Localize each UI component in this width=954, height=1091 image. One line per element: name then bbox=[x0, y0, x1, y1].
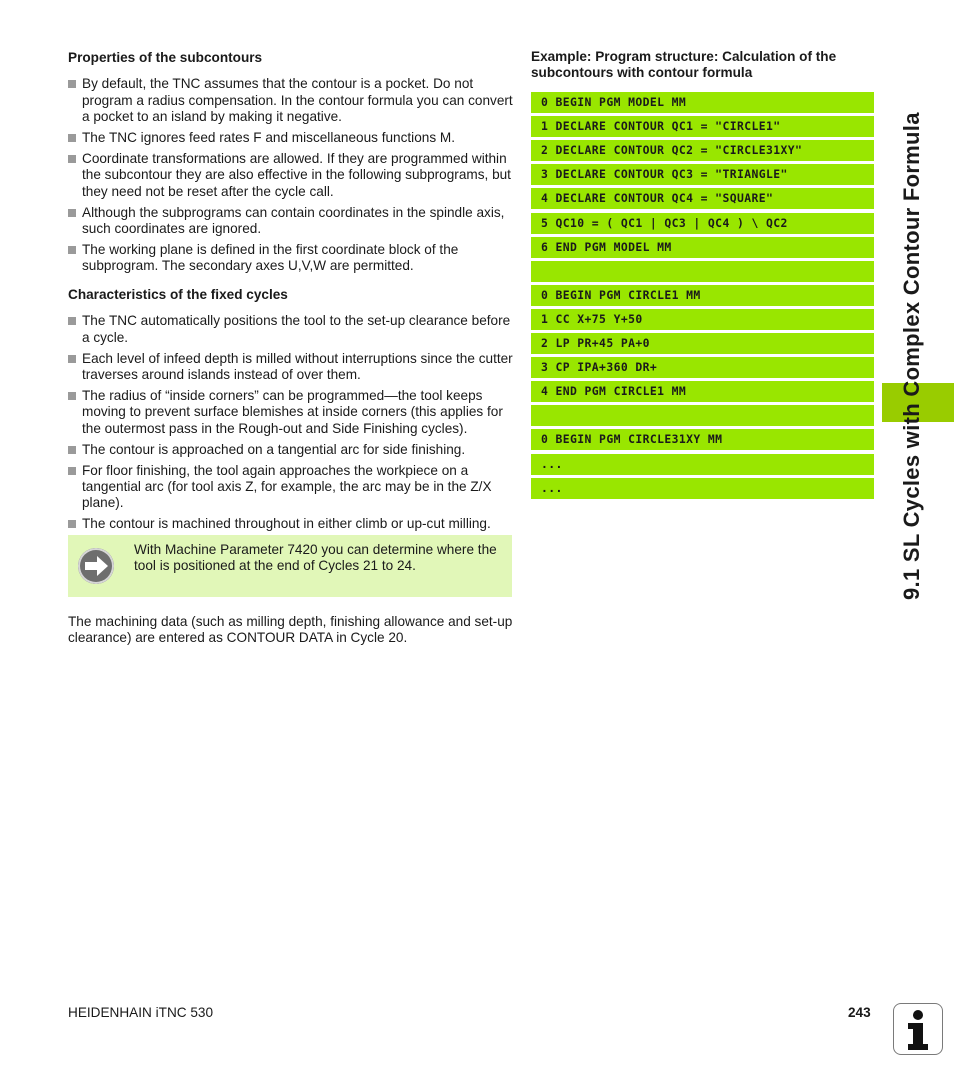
code-line: 0 BEGIN PGM CIRCLE1 MM bbox=[531, 285, 874, 306]
bullet-square-icon bbox=[68, 209, 76, 217]
nc-program-listing bbox=[531, 92, 876, 502]
fixed-cycle-characteristics-list bbox=[68, 313, 513, 532]
code-line: 0 BEGIN PGM MODEL MM bbox=[531, 92, 874, 113]
bullet-square-icon bbox=[68, 467, 76, 475]
bullet-square-icon bbox=[68, 392, 76, 400]
bullet-square-icon bbox=[68, 317, 76, 325]
info-icon bbox=[893, 1003, 943, 1055]
example-column bbox=[531, 49, 876, 502]
list-item: The contour is machined throughout in either climb or up-cut milling. bbox=[68, 516, 513, 532]
code-line: 4 DECLARE CONTOUR QC4 = "SQUARE" bbox=[531, 188, 874, 209]
list-item: The contour is approached on a tangential arc for side finishing. bbox=[68, 442, 513, 458]
list-item: The TNC automatically positions the tool to the set-up clearance before a cycle. bbox=[68, 313, 513, 346]
code-line: 4 END PGM CIRCLE1 MM bbox=[531, 381, 874, 402]
code-line bbox=[531, 261, 874, 282]
subcontour-properties-list bbox=[68, 76, 513, 274]
code-line: 2 DECLARE CONTOUR QC2 = "CIRCLE31XY" bbox=[531, 140, 874, 161]
section-heading-subcontours: Properties of the subcontours bbox=[68, 50, 263, 65]
footer-manual-name: HEIDENHAIN iTNC 530 bbox=[68, 1005, 214, 1020]
list-item: For floor finishing, the tool again approaches the workpiece on a tangential arc (for tool axis Z, for example, the arc may be in the Z/X plane). bbox=[68, 463, 513, 512]
bullet-square-icon bbox=[68, 446, 76, 454]
bullet-square-icon bbox=[68, 355, 76, 363]
code-line: 6 END PGM MODEL MM bbox=[531, 237, 874, 258]
code-line: 3 DECLARE CONTOUR QC3 = "TRIANGLE" bbox=[531, 164, 874, 185]
bullet-square-icon bbox=[68, 155, 76, 163]
contour-data-paragraph: The machining data (such as milling depth, finishing allowance and set-up clearance) are entered as CONTOUR DATA in Cycle 20. bbox=[68, 614, 513, 646]
list-item: The TNC ignores feed rates F and miscellaneous functions M. bbox=[68, 130, 513, 146]
left-column bbox=[68, 50, 513, 537]
chapter-title: 9.1 SL Cycles with Complex Contour Formula bbox=[899, 112, 924, 600]
list-item: Although the subprograms can contain coordinates in the spindle axis, such coordinates are ignored. bbox=[68, 205, 513, 238]
code-line: 2 LP PR+45 PA+0 bbox=[531, 333, 874, 354]
code-line: ... bbox=[531, 478, 874, 499]
code-line: 5 QC10 = ( QC1 | QC3 | QC4 ) \ QC2 bbox=[531, 213, 874, 234]
code-line: 1 CC X+75 Y+50 bbox=[531, 309, 874, 330]
page-number: 243 bbox=[848, 1005, 871, 1020]
bullet-square-icon bbox=[68, 134, 76, 142]
code-line: ... bbox=[531, 454, 874, 475]
code-line: 3 CP IPA+360 DR+ bbox=[531, 357, 874, 378]
bullet-square-icon bbox=[68, 520, 76, 528]
list-item: The radius of “inside corners” can be programmed—the tool keeps moving to prevent surface blemishes at inside corners (this applies for the outermost pass in the Rough-out and Side Finishing cycles). bbox=[68, 388, 513, 437]
example-title: Example: Program structure: Calculation of the subcontours with contour formula bbox=[531, 49, 837, 80]
machine-parameter-note bbox=[68, 535, 512, 597]
bullet-square-icon bbox=[68, 246, 76, 254]
code-line bbox=[531, 405, 874, 426]
code-line: 0 BEGIN PGM CIRCLE31XY MM bbox=[531, 429, 874, 450]
list-item: Coordinate transformations are allowed. If they are programmed within the subcontour they are also effective in the following subprograms, but they need not be reset after the cycle call. bbox=[68, 151, 513, 200]
arrow-right-icon bbox=[78, 548, 114, 584]
bullet-square-icon bbox=[68, 80, 76, 88]
code-line: 1 DECLARE CONTOUR QC1 = "CIRCLE1" bbox=[531, 116, 874, 137]
note-text: With Machine Parameter 7420 you can determine where the tool is positioned at the end of Cycles 21 to 24. bbox=[134, 542, 497, 574]
section-heading-fixed-cycles: Characteristics of the fixed cycles bbox=[68, 286, 288, 302]
list-item: The working plane is defined in the first coordinate block of the subprogram. The secondary axes U,V,W are permitted. bbox=[68, 242, 513, 275]
list-item: By default, the TNC assumes that the contour is a pocket. Do not program a radius compensation. In the contour formula you can convert a pocket to an island by making it negative. bbox=[68, 76, 513, 125]
list-item: Each level of infeed depth is milled without interruptions since the cutter traverses around islands instead of over them. bbox=[68, 351, 513, 384]
